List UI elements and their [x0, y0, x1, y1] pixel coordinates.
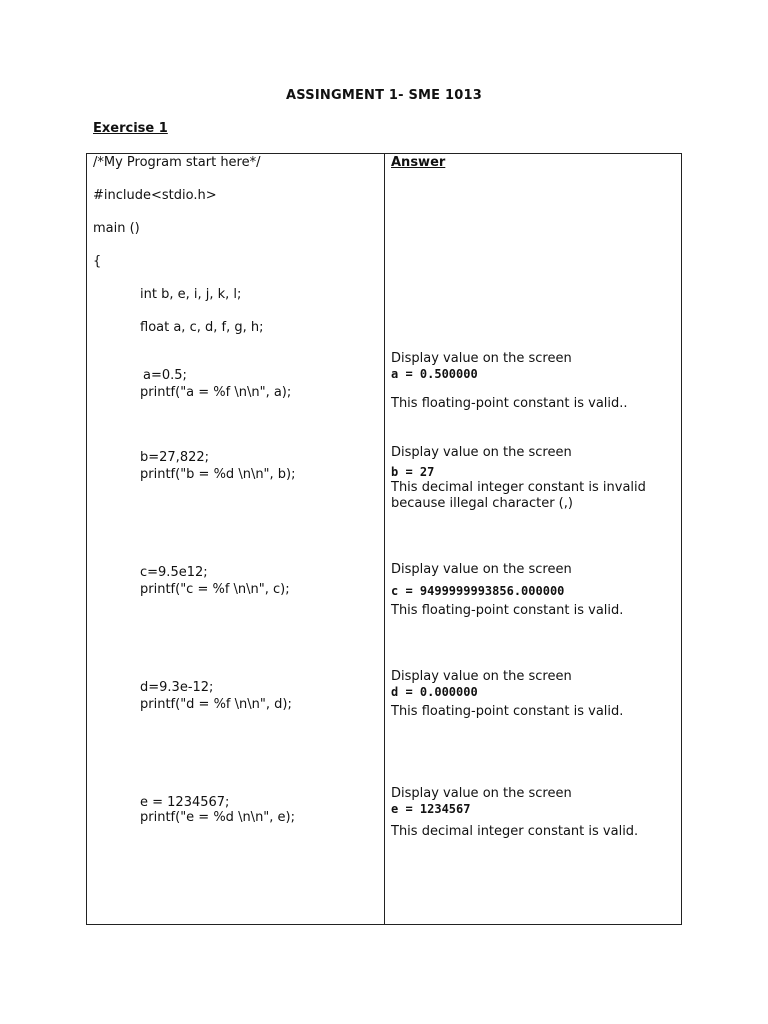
- code-printf-b: printf("b = %d \n\n", b);: [140, 467, 296, 482]
- answer-a-explanation: This floating-point constant is valid..: [391, 396, 628, 411]
- code-main: main (): [93, 221, 140, 236]
- answer-e-explanation: This decimal integer constant is valid.: [391, 824, 639, 839]
- answer-b-output: b = 27: [391, 465, 435, 479]
- answer-c-label: Display value on the screen: [391, 562, 572, 577]
- code-assign-e: e = 1234567;: [140, 795, 230, 810]
- code-include: #include<stdio.h>: [93, 188, 217, 203]
- answer-c-output: c = 9499999993856.000000: [391, 584, 565, 598]
- answer-d-output: d = 0.000000: [391, 685, 478, 699]
- document-title: ASSINGMENT 1- SME 1013: [286, 88, 482, 103]
- answer-e-output: e = 1234567: [391, 802, 471, 816]
- answer-a-label: Display value on the screen: [391, 351, 572, 366]
- answer-e-label: Display value on the screen: [391, 786, 572, 801]
- answer-c-explanation: This floating-point constant is valid.: [391, 603, 624, 618]
- answer-b-explanation-line1: This decimal integer constant is invalid: [391, 480, 646, 495]
- code-assign-d: d=9.3e-12;: [140, 680, 214, 695]
- answer-b-label: Display value on the screen: [391, 445, 572, 460]
- code-open-brace: {: [93, 254, 102, 269]
- code-printf-e: printf("e = %d \n\n", e);: [140, 810, 295, 825]
- column-divider: [384, 154, 385, 924]
- answer-d-label: Display value on the screen: [391, 669, 572, 684]
- code-printf-c: printf("c = %f \n\n", c);: [140, 582, 290, 597]
- answer-b-explanation-line2: because illegal character (,): [391, 496, 573, 511]
- code-assign-a: a=0.5;: [143, 368, 187, 383]
- code-int-declaration: int b, e, i, j, k, l;: [140, 287, 242, 302]
- code-printf-d: printf("d = %f \n\n", d);: [140, 697, 292, 712]
- code-comment: /*My Program start here*/: [93, 155, 261, 170]
- exercise-heading: Exercise 1: [93, 121, 168, 136]
- code-assign-b: b=27,822;: [140, 450, 210, 465]
- code-printf-a: printf("a = %f \n\n", a);: [140, 385, 292, 400]
- exercise-table: [86, 153, 682, 925]
- code-assign-c: c=9.5e12;: [140, 565, 208, 580]
- answer-a-output: a = 0.500000: [391, 367, 478, 381]
- code-float-declaration: float a, c, d, f, g, h;: [140, 320, 264, 335]
- answer-heading: Answer: [391, 155, 446, 170]
- answer-d-explanation: This floating-point constant is valid.: [391, 704, 624, 719]
